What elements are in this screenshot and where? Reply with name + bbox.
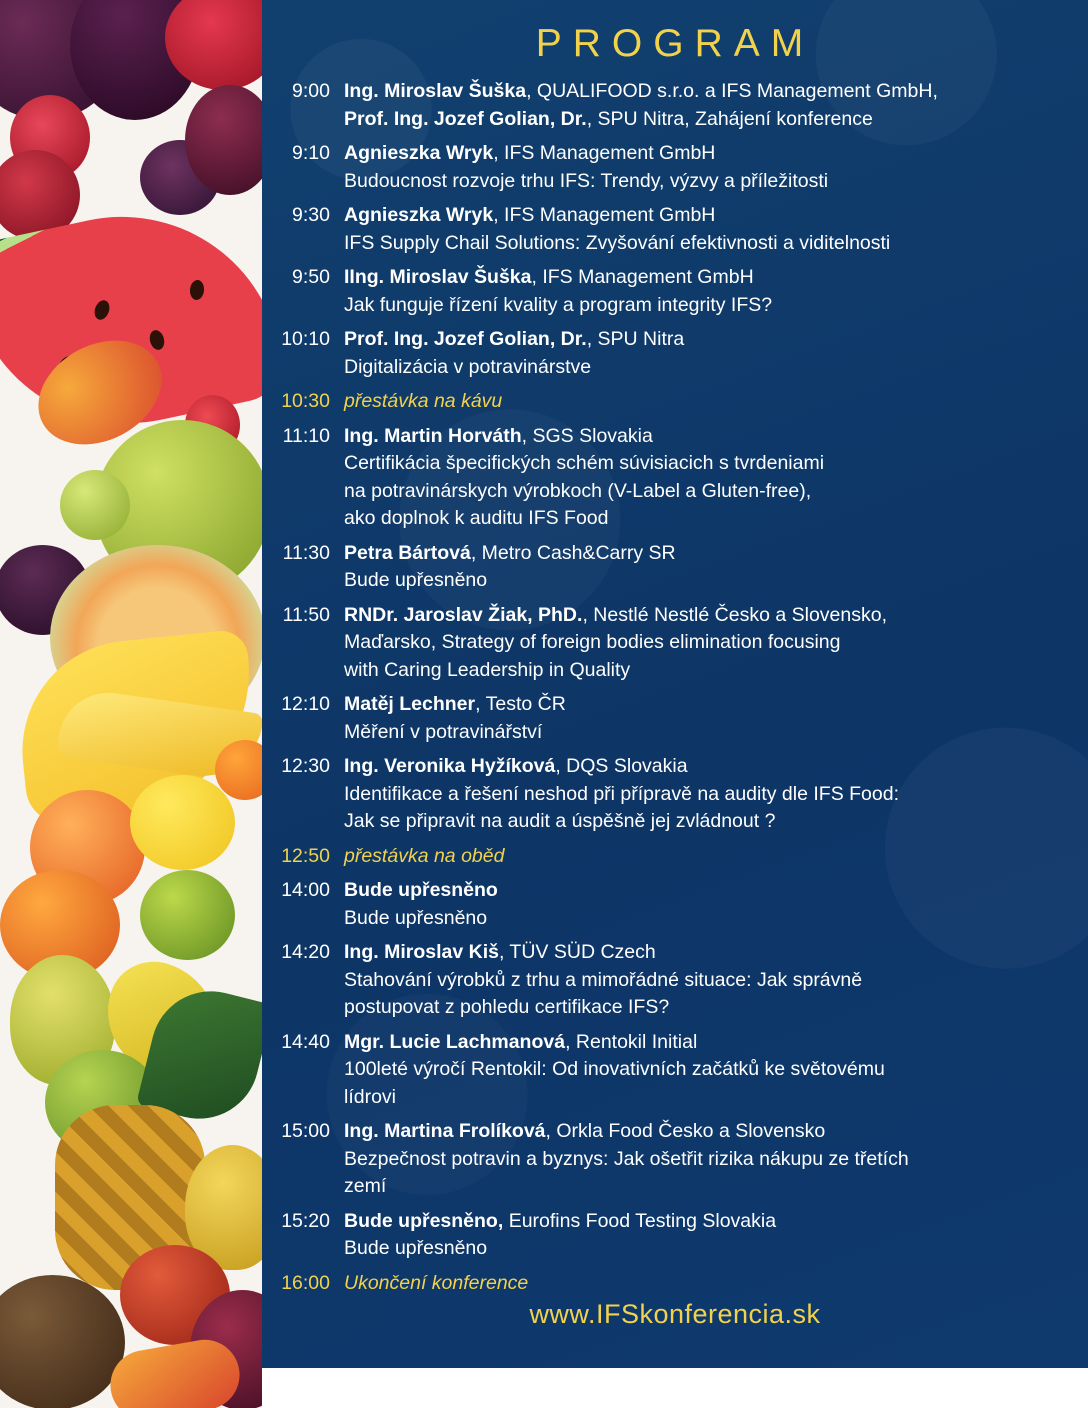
lime-icon	[140, 870, 235, 960]
speaker-name: Prof. Ing. Jozef Golian, Dr.	[344, 328, 587, 350]
entry-text: , IFS Management GmbH	[531, 266, 754, 288]
speaker-name: Ing. Martin Horváth	[344, 424, 522, 447]
schedule-row	[262, 843, 1062, 871]
schedule-time: 9:50	[292, 266, 330, 288]
entry-text: , TÜV SÜD Czech	[498, 941, 656, 963]
speaker-name: Prof. Ing. Jozef Golian, Dr.	[344, 107, 587, 130]
schedule-entry-line	[344, 877, 498, 905]
schedule-entry	[344, 1029, 885, 1112]
website-link[interactable]: www.IFSkonferencia.sk	[529, 1299, 821, 1329]
green-grape-icon	[60, 470, 130, 540]
entry-text: , Nestlé Nestlé Česko a Slovensko,	[582, 603, 887, 626]
speaker-name: Petra Bártová	[344, 541, 471, 564]
schedule-break-entry	[344, 388, 502, 416]
schedule-entry-line	[344, 1173, 909, 1201]
entry-text: Certifikácia špecifických schém súvisiacich s tvrdeniami	[344, 452, 825, 474]
entry-text: with Caring Leadership in Quality	[344, 658, 631, 681]
schedule-entry	[344, 877, 498, 932]
lemon-icon	[130, 775, 235, 870]
schedule-row	[262, 540, 1062, 595]
schedule-time: 15:00	[281, 1120, 330, 1142]
schedule-row	[262, 1118, 1062, 1201]
entry-text: , Orkla Food Česko a Slovensko	[545, 1120, 826, 1142]
schedule-entry-line	[344, 1208, 776, 1236]
entry-text: , SPU Nitra	[586, 328, 685, 350]
entry-text: , SPU Nitra, Zahájení konference	[586, 107, 873, 130]
page-title: PROGRAM	[535, 22, 815, 65]
schedule-entry	[344, 423, 824, 533]
entry-text: přestávka na kávu	[344, 390, 503, 412]
schedule-entry-line	[344, 540, 676, 568]
schedule-entry-line	[344, 388, 502, 416]
schedule-entry-line	[344, 657, 887, 685]
entry-text: , Rentokil Initial	[565, 1030, 698, 1053]
schedule-entry-line	[344, 1084, 885, 1112]
schedule-time: 12:30	[281, 755, 330, 777]
schedule-time: 11:10	[282, 424, 330, 447]
speaker-name: Ing. Miroslav Šuška	[344, 80, 527, 102]
schedule-entry	[344, 602, 887, 685]
speaker-name: Ing. Miroslav Kiš	[344, 941, 499, 963]
schedule-entry-line	[344, 567, 676, 595]
schedule-row	[262, 877, 1062, 932]
page-bottom-strip	[262, 1368, 1088, 1408]
speaker-name: Agnieszka Wryk	[344, 142, 494, 164]
entry-text: , DQS Slovakia	[555, 755, 688, 777]
schedule-entry	[344, 202, 890, 257]
schedule-time: 14:40	[281, 1030, 330, 1053]
entry-text: , IFS Management GmbH	[493, 204, 716, 226]
schedule-row	[262, 78, 1062, 133]
entry-text: Eurofins Food Testing Slovakia	[503, 1209, 777, 1232]
schedule-time: 12:50	[281, 844, 330, 867]
schedule-row	[262, 1029, 1062, 1112]
entry-text: na potravinárskych výrobkoch (V-Label a Gluten-free),	[344, 479, 812, 502]
schedule-entry-line	[344, 423, 824, 451]
schedule-entry	[344, 540, 676, 595]
schedule-entry-line	[344, 719, 566, 747]
schedule-time: 15:20	[281, 1209, 330, 1232]
schedule-entry-line	[344, 905, 498, 933]
schedule-entry-line	[344, 292, 772, 320]
schedule-time: 11:50	[282, 603, 330, 626]
schedule-entry-line	[344, 753, 899, 781]
schedule-entry-line	[344, 781, 899, 809]
schedule-time: 9:10	[292, 142, 330, 164]
schedule-entry-line	[344, 230, 890, 258]
schedule-entry	[344, 753, 899, 836]
schedule-entry	[344, 691, 566, 746]
entry-text: Digitalizácia v potravinárstve	[344, 355, 592, 378]
entry-text: , Metro Cash&Carry SR	[470, 541, 676, 564]
schedule-row	[262, 939, 1062, 1022]
schedule-entry-line	[344, 602, 887, 630]
speaker-name: Bude upřesněno	[344, 879, 498, 901]
entry-text: Bezpečnost potravin a byznys: Jak ošetřit rizika nákupu ze třetích	[344, 1147, 909, 1170]
entry-text: , SGS Slovakia	[521, 424, 653, 447]
entry-text: Bude upřesněno	[344, 1237, 488, 1259]
schedule-entry-line	[344, 808, 899, 836]
schedule-entry-line	[344, 843, 504, 871]
coconut-icon	[0, 1275, 125, 1408]
schedule-list	[262, 78, 1088, 1297]
entry-text: 100leté výročí Rentokil: Od inovativních začátků ke světovému	[344, 1058, 885, 1080]
schedule-time: 9:30	[292, 204, 330, 226]
schedule-entry	[344, 326, 684, 381]
schedule-row	[262, 388, 1062, 416]
speaker-name: Agnieszka Wryk	[344, 204, 494, 226]
schedule-entry-line	[344, 994, 862, 1022]
schedule-time: 11:30	[282, 541, 330, 564]
schedule-break-entry	[344, 843, 504, 871]
schedule-entry	[344, 78, 938, 133]
entry-text: lídrovi	[344, 1085, 397, 1108]
schedule-entry	[344, 264, 772, 319]
schedule-entry-line	[344, 264, 772, 292]
schedule-time: 16:00	[281, 1271, 330, 1294]
schedule-entry-line	[344, 326, 684, 354]
schedule-time: 14:00	[281, 879, 330, 901]
entry-text: zemí	[344, 1175, 387, 1197]
schedule-entry-line	[344, 691, 566, 719]
speaker-name: Mgr. Lucie Lachmanová	[344, 1030, 566, 1053]
schedule-entry-line	[344, 1235, 776, 1263]
schedule-break-entry	[344, 1270, 528, 1298]
schedule-row	[262, 423, 1062, 533]
entry-text: Bude upřesněno	[344, 569, 488, 591]
schedule-entry-line	[344, 939, 862, 967]
entry-text: Jak funguje řízení kvality a program integrity IFS?	[344, 293, 773, 316]
schedule-time: 10:10	[281, 328, 330, 350]
schedule-row	[262, 202, 1062, 257]
schedule-time: 9:00	[292, 80, 330, 102]
schedule-row	[262, 140, 1062, 195]
entry-text: , IFS Management GmbH	[493, 142, 716, 164]
entry-text: Stahování výrobků z trhu a mimořádné situace: Jak správně	[344, 968, 863, 991]
schedule-entry-line	[344, 1029, 885, 1057]
entry-text: Měření v potravinářství	[344, 720, 543, 743]
schedule-row	[262, 264, 1062, 319]
entry-text: Identifikace a řešení neshod při přípravě na audity dle IFS Food:	[344, 782, 899, 805]
entry-text: Ukončení konference	[344, 1271, 529, 1294]
schedule-entry-line	[344, 202, 890, 230]
speaker-name: IIng. Miroslav Šuška	[344, 266, 532, 288]
speaker-name: Bude upřesněno,	[344, 1209, 504, 1232]
schedule-entry-line	[344, 106, 938, 134]
schedule-row	[262, 602, 1062, 685]
entry-text: Bude upřesněno	[344, 906, 488, 929]
entry-text: Maďarsko, Strategy of foreign bodies elimination focusing	[344, 631, 841, 653]
schedule-row	[262, 326, 1062, 381]
schedule-time: 10:30	[281, 390, 330, 412]
schedule-entry-line	[344, 1056, 885, 1084]
schedule-entry-line	[344, 478, 824, 506]
schedule-entry	[344, 1118, 909, 1201]
schedule-entry-line	[344, 967, 862, 995]
speaker-name: Matěj Lechner	[344, 693, 476, 715]
schedule-entry-line	[344, 354, 684, 382]
schedule-entry	[344, 140, 828, 195]
entry-text: postupovat z pohledu certifikace IFS?	[344, 996, 670, 1018]
schedule-entry	[344, 1208, 776, 1263]
schedule-entry-line	[344, 505, 824, 533]
program-panel	[262, 0, 1088, 1368]
schedule-row	[262, 1208, 1062, 1263]
entry-text: Budoucnost rozvoje trhu IFS: Trendy, výzvy a příležitosti	[344, 169, 829, 192]
schedule-entry-line	[344, 140, 828, 168]
schedule-row	[262, 691, 1062, 746]
entry-text: Jak se připravit na audit a úspěšně jej zvládnout ?	[344, 810, 776, 832]
entry-text: , Testo ČR	[475, 693, 566, 715]
schedule-entry-line	[344, 78, 938, 106]
schedule-time: 14:20	[281, 941, 330, 963]
fruit-decoration-column	[0, 0, 262, 1408]
speaker-name: Ing. Veronika Hyžíková	[344, 755, 556, 777]
speaker-name: RNDr. Jaroslav Žiak, PhD.	[344, 603, 583, 626]
speaker-name: Ing. Martina Frolíková	[344, 1120, 546, 1142]
schedule-entry-line	[344, 1146, 909, 1174]
schedule-entry-line	[344, 450, 824, 478]
entry-text: přestávka na oběd	[344, 844, 505, 867]
entry-text: , QUALIFOOD s.r.o. a IFS Management GmbH,	[526, 80, 938, 102]
schedule-entry-line	[344, 1118, 909, 1146]
schedule-entry-line	[344, 629, 887, 657]
schedule-row	[262, 753, 1062, 836]
schedule-row	[262, 1270, 1062, 1298]
schedule-time: 12:10	[281, 693, 330, 715]
mango-bottom-icon	[105, 1334, 245, 1408]
schedule-entry	[344, 939, 862, 1022]
schedule-entry-line	[344, 168, 828, 196]
entry-text: ako doplnok k auditu IFS Food	[344, 507, 609, 529]
schedule-entry-line	[344, 1270, 528, 1298]
entry-text: IFS Supply Chail Solutions: Zvyšování efektivnosti a viditelnosti	[344, 231, 891, 254]
